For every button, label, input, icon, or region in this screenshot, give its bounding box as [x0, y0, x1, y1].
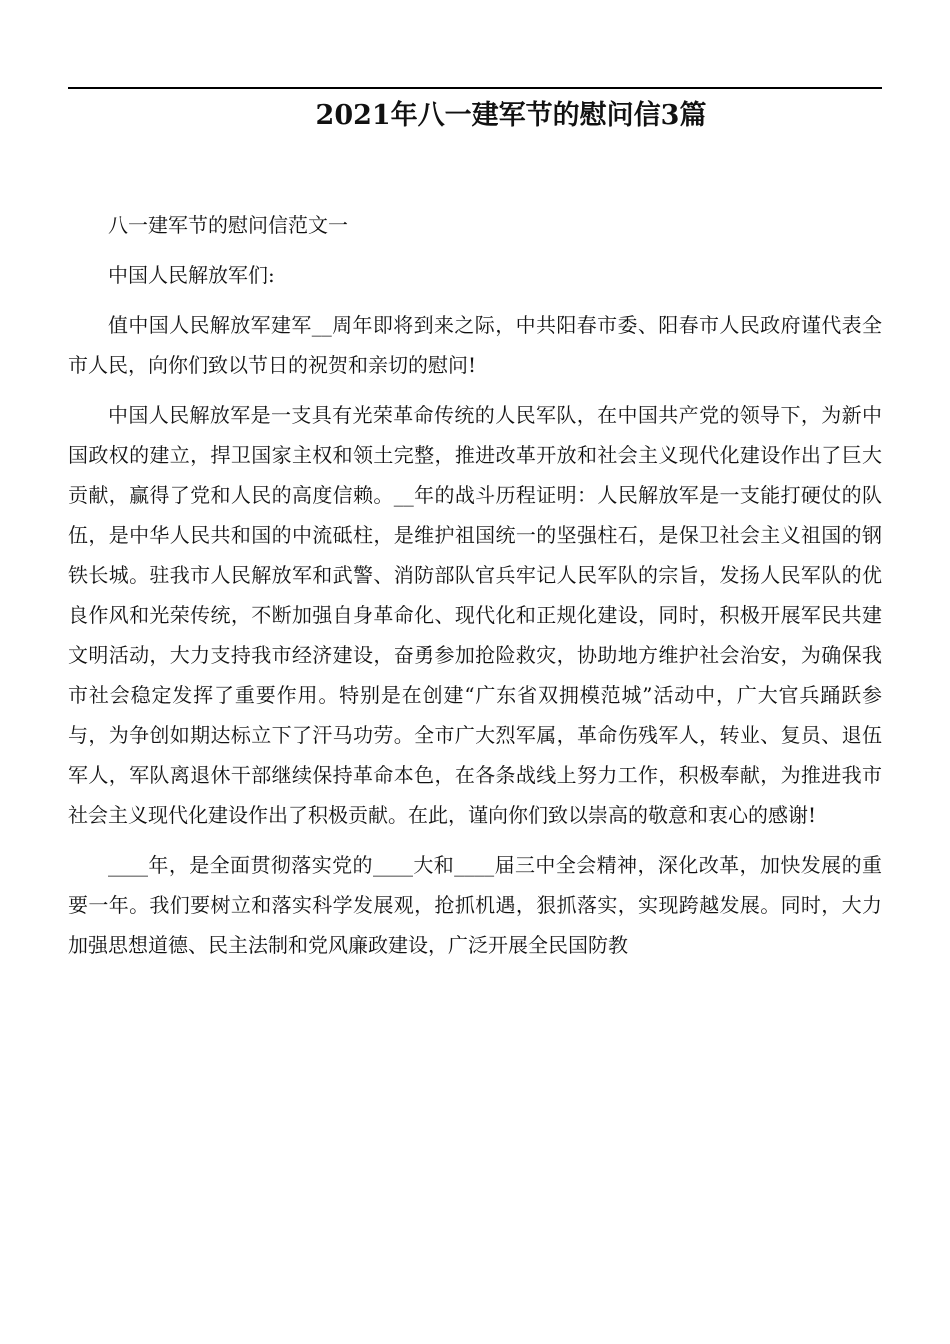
section-heading: 八一建军节的慰问信范文一	[108, 213, 348, 237]
body-paragraph: ____年，是全面贯彻落实党的____大和____届三中全会精神，深化改革，加快发展的重要一年。我们要树立和落实科学发展观，抢抓机遇，狠抓落实，实现跨越发展。同时，大力加强思想道德、民主法制和党风廉政建设，广泛开展全民国防教	[68, 853, 882, 957]
body-paragraph: 值中国人民解放军建军__周年即将到来之际，中共阳春市委、阳春市人民政府谨代表全市人民，向你们致以节日的祝贺和亲切的慰问!	[68, 313, 882, 377]
document-title: 2021年八一建军节的慰问信3篇	[315, 100, 707, 131]
body-paragraph: 中国人民解放军是一支具有光荣革命传统的人民军队，在中国共产党的领导下，为新中国政权的建立，捍卫国家主权和领土完整，推进改革开放和社会主义现代化建设作出了巨大贡献，赢得了党和人民的高度信赖。__年的战斗历程证明：人民解放军是一支能打硬仗的队伍，是中华人民共和国的中流砥柱，是维护祖国统一的坚强柱石，是保卫社会主义祖国的钢铁长城。驻我市人民解放军和武警、消防部队官兵牢记人民军队的宗旨，发扬人民军队的优良作风和光荣传统，不断加强自身革命化、现代化和正规化建设，同时，积极开展军民共建文明活动，大力支持我市经济建设，奋勇参加抢险救灾，协助地方维护社会治安，为确保我市社会稳定发挥了重要作用。特别是在创建“广东省双拥模范城”活动中，广大官兵踊跃参与，为争创如期达标立下了汗马功劳。全市广大烈军属，革命伤残军人，转业、复员、退伍军人，军队离退休干部继续保持革命本色，在各条战线上努力工作，积极奉献，为推进我市社会主义现代化建设作出了积极贡献。在此，谨向你们致以崇高的敬意和衷心的感谢!	[68, 403, 882, 827]
salutation: 中国人民解放军们:	[108, 263, 275, 287]
document-body	[68, 205, 882, 975]
header-rule	[68, 87, 882, 89]
